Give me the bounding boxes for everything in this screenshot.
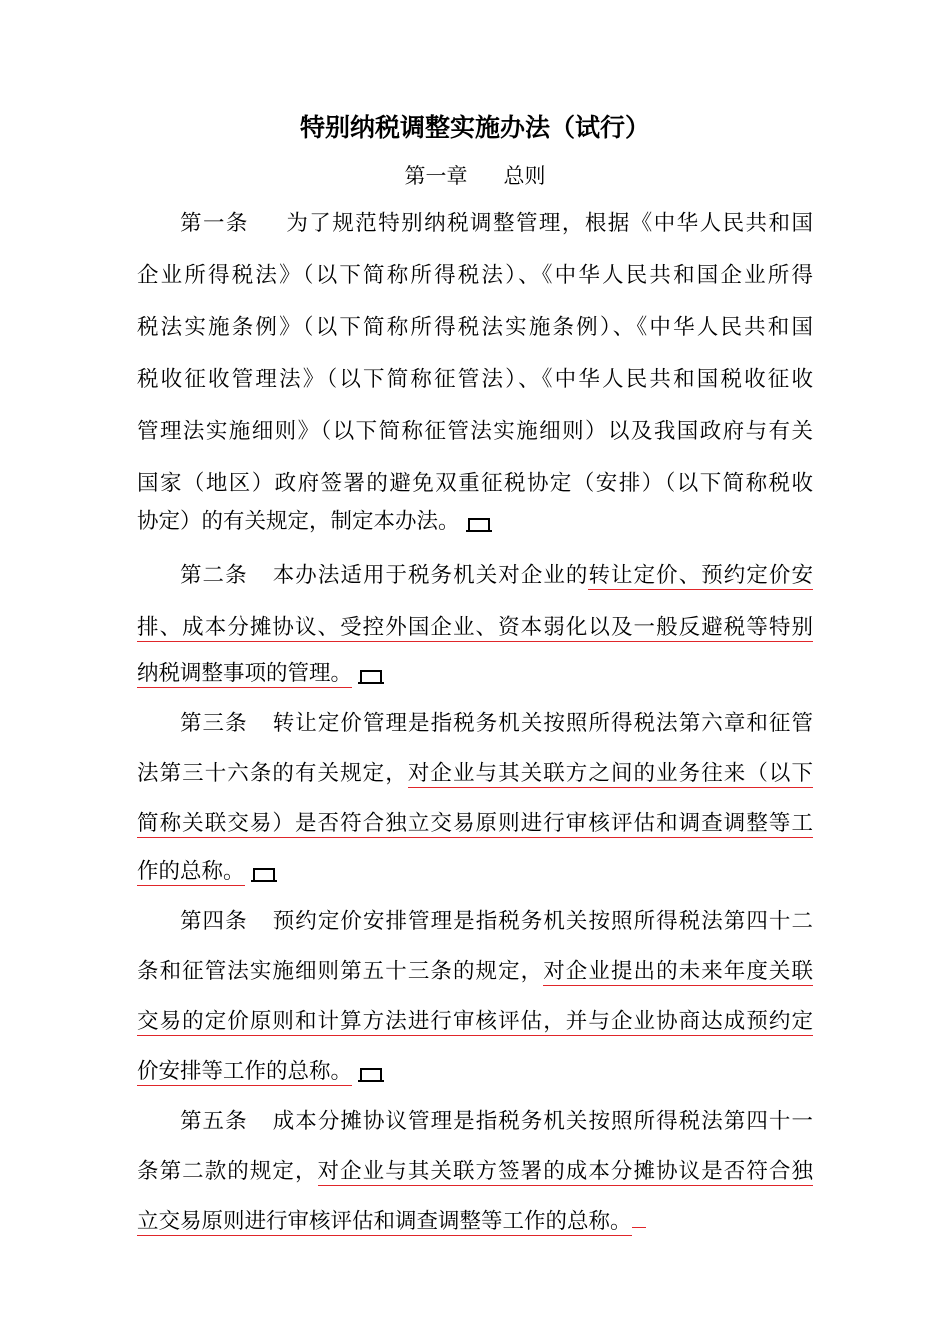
article-2-label: 第二条: [180, 563, 248, 588]
article-1-line-4: 税收征收管理法》（以下简称征管法）、《中华人民共和国税收征收: [137, 367, 813, 392]
document-title: 特别纳税调整实施办法（试行）: [299, 113, 650, 142]
article-3-line-2: 法第三十六条的有关规定，对企业与其关联方之间的业务往来（以下: [137, 761, 813, 786]
article-4-line-1: 第四条 预约定价安排管理是指税务机关按照所得税法第四十二: [180, 909, 813, 934]
article-5-line-2: 条第二款的规定，对企业与其关联方签署的成本分摊协议是否符合独: [137, 1159, 813, 1184]
chapter-heading: [0, 158, 950, 194]
article-4-label: 第四条: [180, 909, 248, 934]
article-3-line-4: 作的总称。: [137, 846, 813, 898]
article-1-line-1: 第一条 为了规范特别纳税调整管理，根据《中华人民共和国: [180, 211, 813, 236]
paragraph-mark-icon: [360, 1068, 382, 1080]
article-3-label: 第三条: [180, 711, 248, 736]
article-3-line-1: 第三条 转让定价管理是指税务机关按照所得税法第六章和征管: [180, 711, 813, 736]
article-1-line-2: 企业所得税法》（以下简称所得税法）、《中华人民共和国企业所得: [137, 263, 813, 288]
paragraph-mark-icon: [360, 670, 382, 682]
article-2-line-2: 排、成本分摊协议、受控外国企业、资本弱化以及一般反避税等特别: [137, 615, 813, 640]
article-3-line-3: 简称关联交易）是否符合独立交易原则进行审核评估和调查调整等工: [137, 811, 813, 836]
article-4-line-3: 交易的定价原则和计算方法进行审核评估，并与企业协商达成预约定: [137, 1009, 813, 1034]
article-1-label: 第一条: [180, 211, 249, 236]
article-4-line-2: 条和征管法实施细则第五十三条的规定，对企业提出的未来年度关联: [137, 959, 813, 984]
article-5-line-3: 立交易原则进行审核评估和调查调整等工作的总称。: [137, 1196, 813, 1248]
article-5-label: 第五条: [180, 1109, 248, 1134]
article-5-line-1: 第五条 成本分摊协议管理是指税务机关按照所得税法第四十一: [180, 1109, 813, 1134]
paragraph-mark-icon: [468, 518, 490, 530]
chapter-label: 第一章: [404, 164, 468, 188]
article-2-line-1: 第二条 本办法适用于税务机关对企业的转让定价、预约定价安: [180, 563, 813, 588]
article-1-line-3: 税法实施条例》（以下简称所得税法实施条例）、《中华人民共和国: [137, 315, 813, 340]
article-4-line-4: 价安排等工作的总称。: [137, 1046, 813, 1098]
article-1-line-5: 管理法实施细则》（以下简称征管法实施细则）以及我国政府与有关: [137, 419, 813, 444]
article-2-line-3: 纳税调整事项的管理。: [137, 648, 813, 700]
paragraph-mark-icon: [253, 868, 275, 880]
article-1-line-7: 协定）的有关规定，制定本办法。: [137, 496, 813, 548]
chapter-name: 总则: [503, 164, 546, 188]
article-1-line-6: 国家（地区）政府签署的避免双重征税协定（安排）（以下简称税收: [137, 471, 813, 496]
